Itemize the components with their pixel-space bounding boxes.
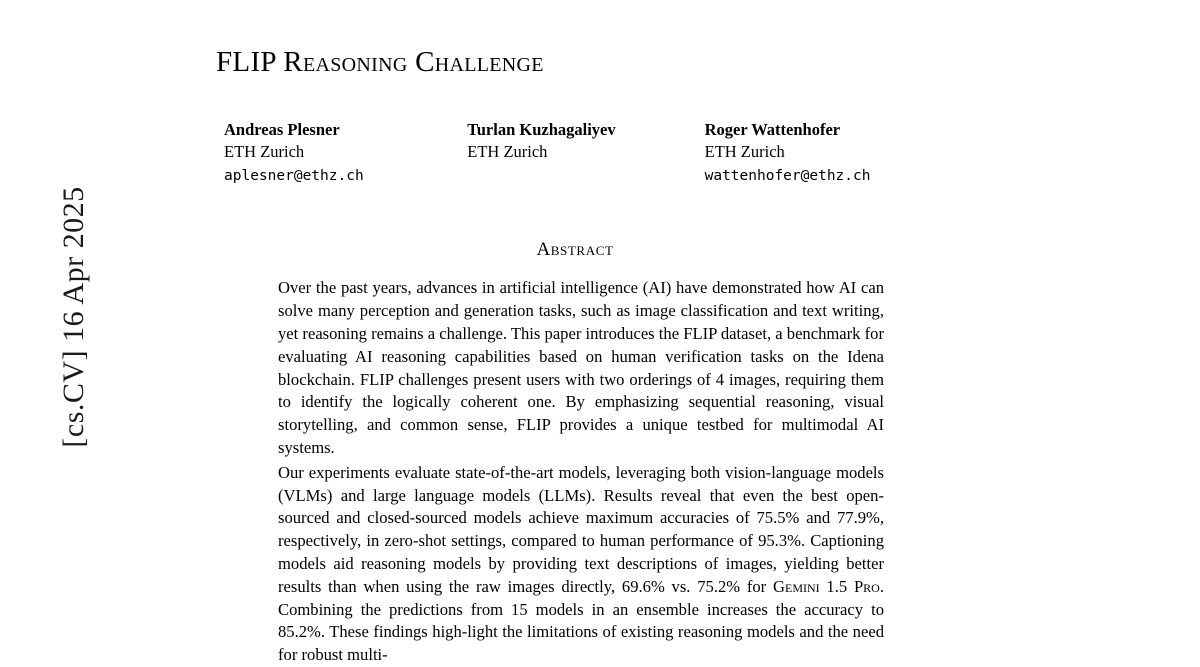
author-name: Andreas Plesner [224,120,340,139]
abstract-paragraph-2 [278,462,884,667]
author-block-2 [467,119,704,187]
abstract-p2-model-name: Gemini 1.5 Pro [773,576,880,596]
author-name: Roger Wattenhofer [704,120,841,139]
abstract-paragraph-1: Over the past years, advances in artificial intelligence (AI) have demonstrated how AI can solve many perception and generation tasks, such as image classification and text writing, yet reasoning remains a challenge. This paper introduces the FLIP dataset, a benchmark for evaluating AI reasoning capabilities based on human verification tasks on the Idena blockchain. FLIP challenges present users with two orderings of 4 images, requiring them to identify the logically coherent one. By emphasizing sequential reasoning, visual storytelling, and common sense, FLIP provides a unique testbed for multimodal AI systems. [278,278,884,457]
author-email: wattenhofer@ethz.ch [704,167,871,184]
author-email: aplesner@ethz.ch [224,167,364,184]
abstract-heading: Abstract [536,239,614,261]
abstract-p2-part1: Our experiments evaluate state-of-the-art models, leveraging both vision-language models (VLMs) and large language models (LLMs). Results reveal that even the best open-sourced and closed-sourced models achieve maximum accuracies of 75.5% and 77.9%, respectively, in zero-shot settings, compared to human performance of 95.3%. Captioning models aid reasoning models by providing text descriptions of images, yielding better results than when using the raw images directly, 69.6% vs. 75.2% for [278,462,884,596]
author-block-1 [224,119,467,187]
arxiv-stamp [0,0,120,648]
author-affiliation: ETH Zurich [704,142,785,162]
abstract-body [210,277,940,667]
author-affiliation: ETH Zurich [224,142,305,162]
author-name: Turlan Kuzhagaliyev [467,120,616,139]
author-list [210,119,940,187]
page-title: FLIP Reasoning Challenge [216,46,544,78]
author-affiliation: ETH Zurich [467,142,548,162]
abstract-p2-part3: light the limitations of existing reasoning models and the need for robust multi- [278,622,884,665]
paper-content [210,0,940,665]
author-block-3 [705,119,940,187]
arxiv-stamp-text: [cs.CV] 16 Apr 2025 [57,186,90,448]
abstract-p2-part2: . Combining the predictions from 15 models in an ensemble increases the accuracy to 85.2%. These findings high- [278,576,884,642]
